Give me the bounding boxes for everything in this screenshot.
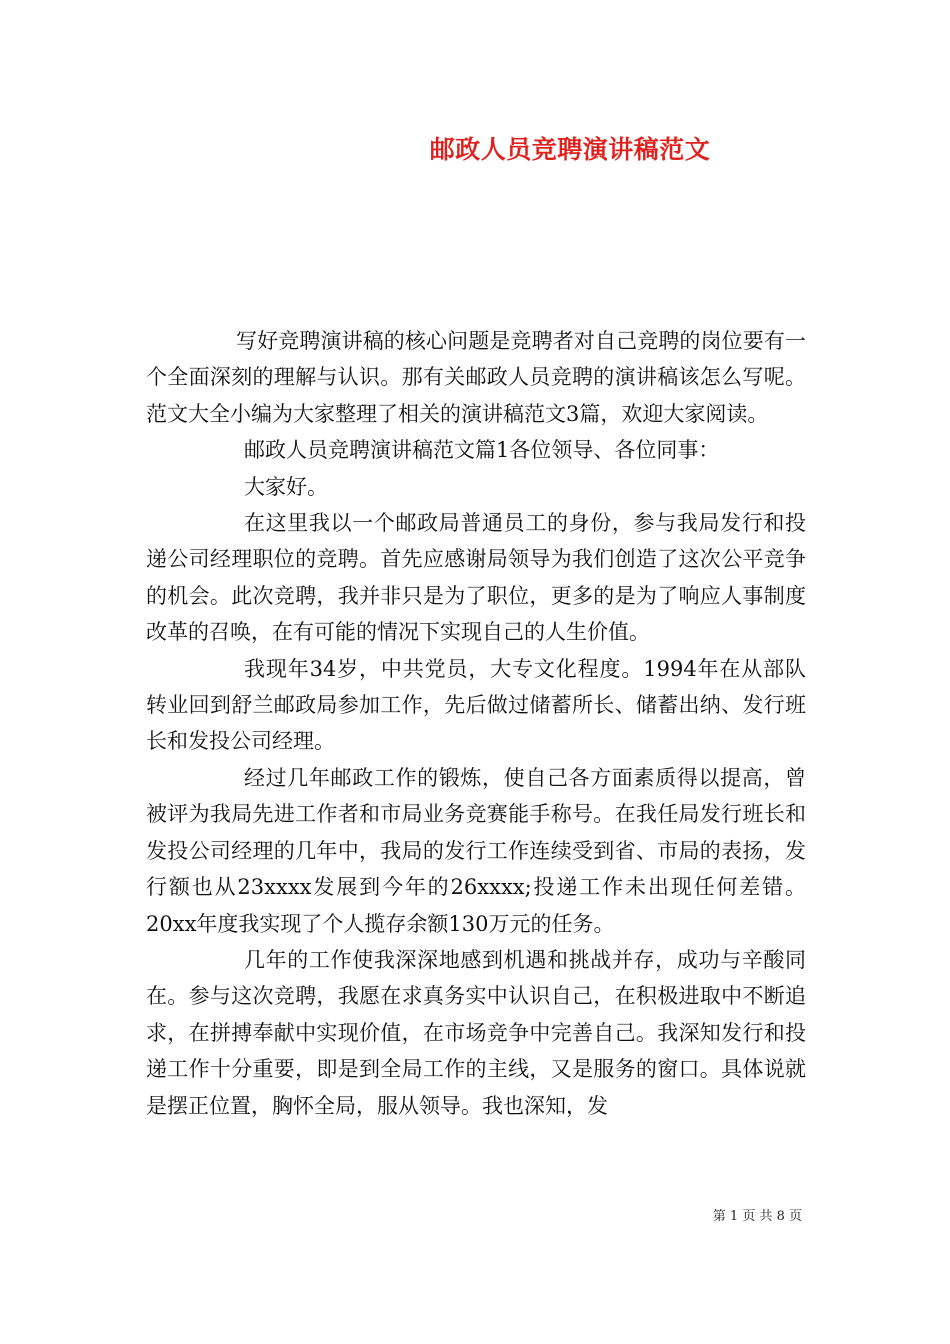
paragraph-achievements: 经过几年邮政工作的锻炼，使自己各方面素质得以提高，曾被评为我局先进工作者和市局业务竞赛能手称号。在我任局发行班长和发投公司经理的几年中，我局的发行工作连续受到省、市局的表扬，发行额也从23xxxx发展到今年的26xxxx;投递工作未出现任何差错。20xx年度我实现了个人揽存余额130万元的任务。 (146, 765, 806, 936)
paragraph-participation: 在这里我以一个邮政局普通员工的身份，参与我局发行和投递公司经理职位的竞聘。首先应感谢局领导为我们创造了这次公平竞争的机会。此次竞聘，我并非只是为了职位，更多的是为了响应人事制度改革的召唤，在有可能的情况下实现自己的人生价值。 (146, 511, 806, 645)
paragraph-greeting: 大家好。 (244, 474, 328, 499)
document-body (146, 323, 806, 1124)
paragraph-greeting-heading: 邮政人员竞聘演讲稿范文篇1各位领导、各位同事： (244, 438, 720, 463)
document-title: 邮政人员竞聘演讲稿范文 (429, 135, 711, 164)
paragraph-background: 我现年34岁，中共党员，大专文化程度。1994年在从部队转业回到舒兰邮政局参加工作，先后做过储蓄所长、储蓄出纳、发行班长和发投公司经理。 (146, 656, 806, 754)
paragraph-intro: 写好竞聘演讲稿的核心问题是竞聘者对自己竞聘的岗位要有一个全面深刻的理解与认识。那有关邮政人员竞聘的演讲稿该怎么写呢。范文大全小编为大家整理了相关的演讲稿范文3篇，欢迎大家阅读。 (146, 329, 806, 426)
paragraph-reflection: 几年的工作使我深深地感到机遇和挑战并存，成功与辛酸同在。参与这次竞聘，我愿在求真务实中认识自己，在积极进取中不断追求，在拼搏奉献中实现价值，在市场竞争中完善自己。我深知发行和投递工作十分重要，即是到全局工作的主线，又是服务的窗口。具体说就是摆正位置，胸怀全局，服从领导。我也深知，发 (146, 947, 806, 1118)
page-number-footer: 第 1 页 共 8 页 (712, 1209, 802, 1224)
